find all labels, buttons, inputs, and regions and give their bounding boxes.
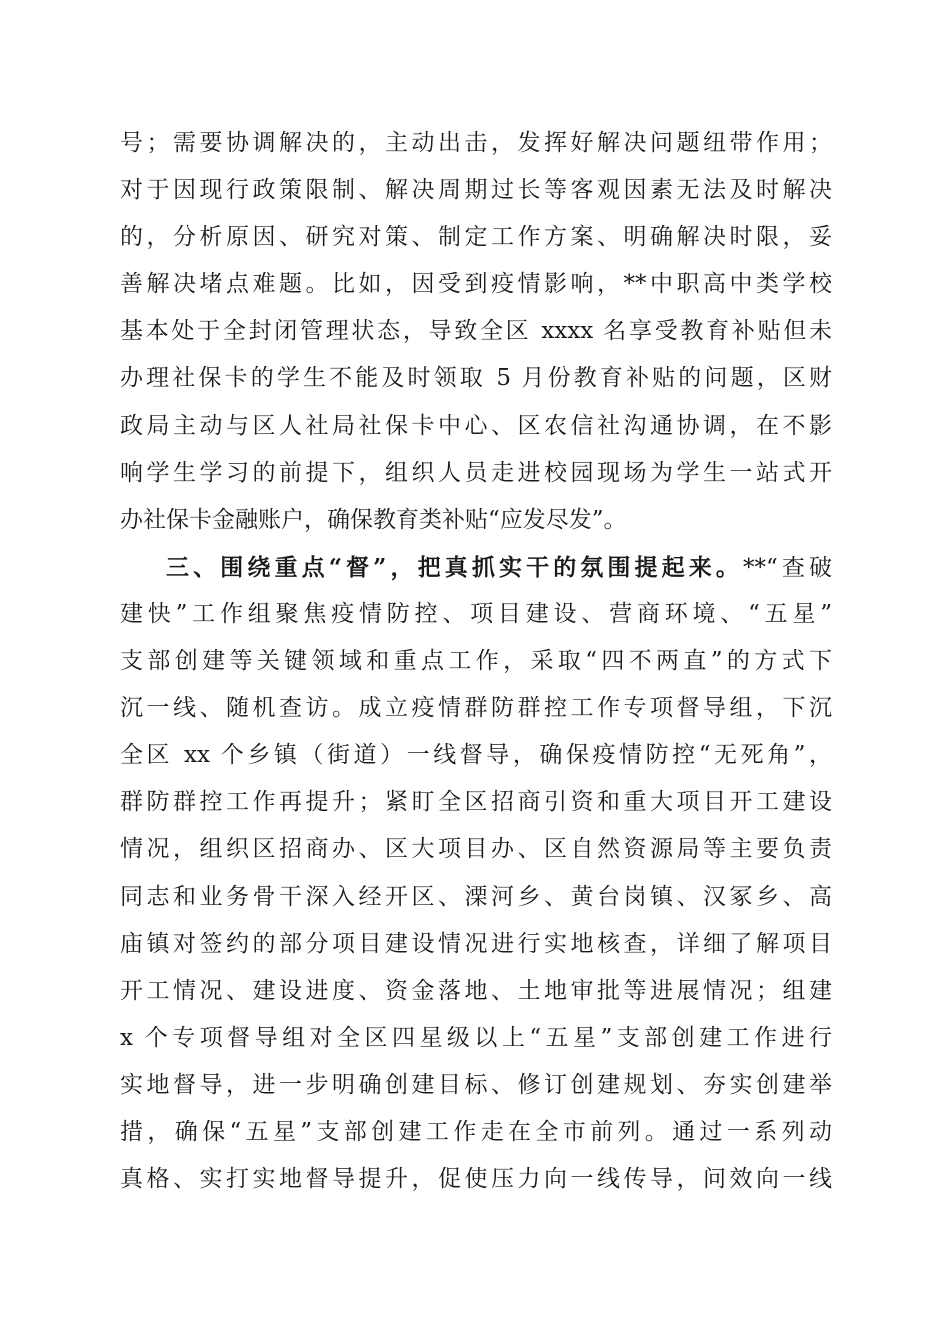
text-line: 群防群控工作再提升；紧盯全区招商引资和重大项目开工建设 [120, 789, 832, 816]
text-line: 办社保卡金融账户，确保教育类补贴“应发尽发”。 [120, 506, 627, 533]
text-line: 全区 xx 个乡镇（街道）一线督导，确保疫情防控“无死角”， [120, 742, 832, 769]
text-line: 的，分析原因、研究对策、制定工作方案、明确解决时限，妥 [120, 224, 832, 251]
text-line: 实地督导，进一步明确创建目标、修订创建规划、夯实创建举 [120, 1071, 832, 1098]
text-line: 同志和业务骨干深入经开区、溧河乡、黄台岗镇、汉冢乡、高 [120, 883, 832, 910]
text-line: 支部创建等关键领域和重点工作，采取“四不两直”的方式下 [120, 648, 832, 675]
text-line: 情况，组织区招商办、区大项目办、区自然资源局等主要负责 [120, 836, 832, 863]
text-line: 对于因现行政策限制、解决周期过长等客观因素无法及时解决 [120, 177, 832, 204]
text-line: 开工情况、建设进度、资金落地、土地审批等进展情况；组建 [120, 977, 832, 1004]
text-line: 政局主动与区人社局社保卡中心、区农信社沟通协调，在不影 [120, 412, 832, 439]
text-line: 措，确保“五星”支部创建工作走在全市前列。通过一系列动 [120, 1118, 832, 1145]
text-line: 善解决堵点难题。比如，因受到疫情影响，**中职高中类学校 [120, 271, 832, 298]
text-line: 庙镇对签约的部分项目建设情况进行实地核查，详细了解项目 [120, 930, 832, 957]
section-lead-text: **“查破 [743, 554, 832, 581]
text-line: 办理社保卡的学生不能及时领取 5 月份教育补贴的问题，区财 [120, 365, 832, 392]
text-line: 真格、实打实地督导提升，促使压力向一线传导，问效向一线 [120, 1166, 832, 1193]
section-first-line [120, 544, 832, 591]
text-line: 基本处于全封闭管理状态，导致全区 xxxx 名享受教育补贴但未 [120, 318, 832, 345]
text-line: 号；需要协调解决的，主动出击，发挥好解决问题纽带作用； [120, 130, 832, 156]
text-line: 建快”工作组聚焦疫情防控、项目建设、营商环境、“五星” [120, 600, 832, 627]
text-line: x 个专项督导组对全区四星级以上“五星”支部创建工作进行 [120, 1024, 832, 1051]
body-text [120, 120, 832, 1203]
text-line: 响学生学习的前提下，组织人员走进校园现场为学生一站式开 [120, 459, 832, 486]
text-line: 沉一线、随机查访。成立疫情群防群控工作专项督导组，下沉 [120, 695, 832, 722]
section-heading: 三、围绕重点“督”，把真抓实干的氛围提起来。 [166, 553, 743, 581]
